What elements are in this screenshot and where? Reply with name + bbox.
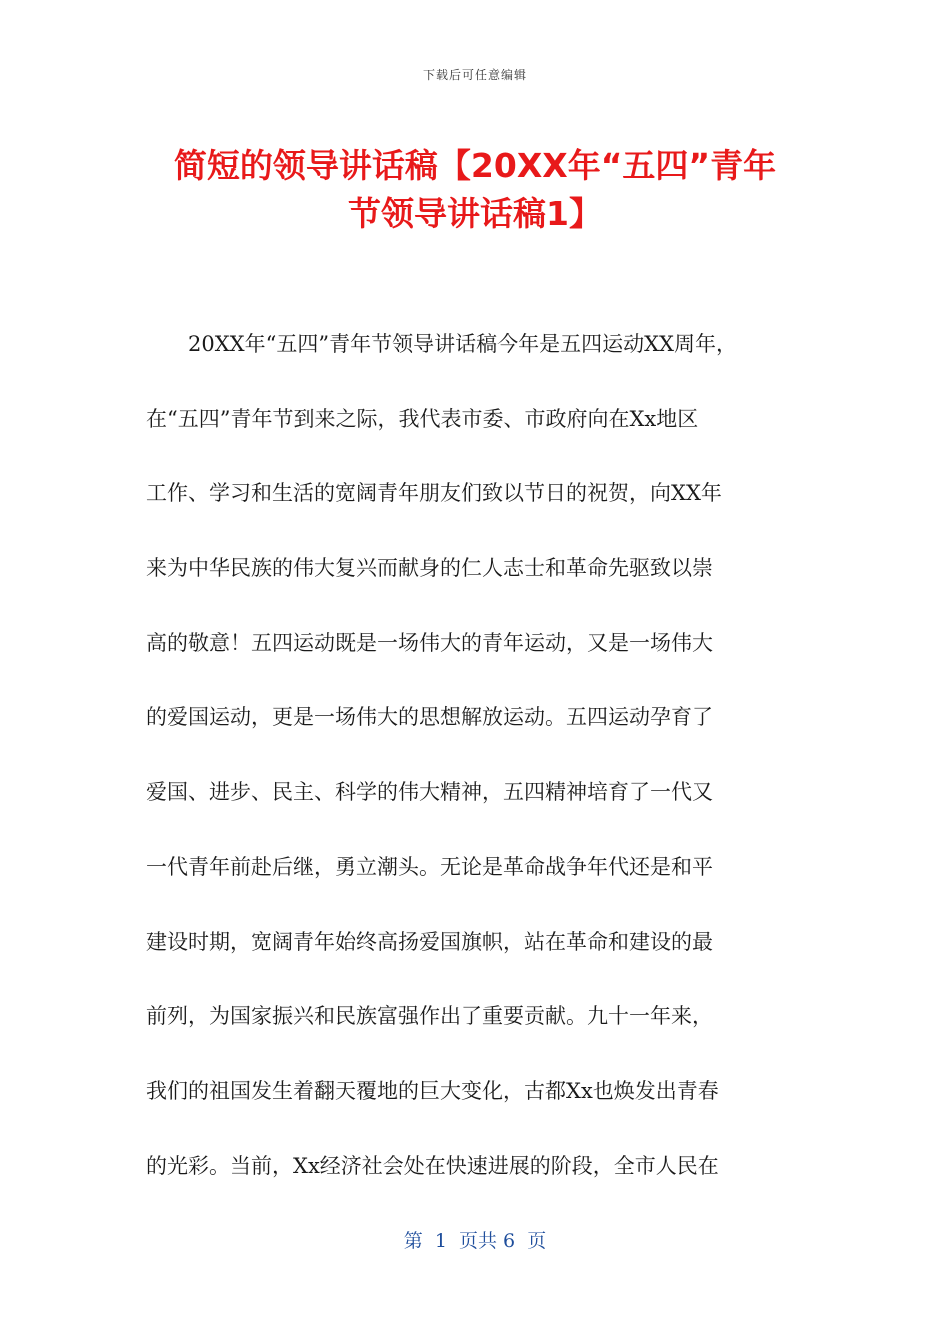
body-line: 的光彩。当前，Xx经济社会处在快速进展的阶段，全市人民在 <box>146 1153 719 1178</box>
title-line-1: 简短的领导讲话稿【20XX年“五四”青年 <box>173 146 777 185</box>
body-line: 的爱国运动，更是一场伟大的思想解放运动。五四运动孕育了 <box>146 705 713 730</box>
body-line: 20XX年“五四”青年节领导讲话稿今年是五四运动XX周年， <box>188 332 737 356</box>
page-number-footer: 第 1 页共 6 页 <box>403 1230 547 1252</box>
document-title <box>140 142 810 238</box>
header-note: 下载后可任意编辑 <box>422 68 527 82</box>
body-line: 前列，为国家振兴和民族富强作出了重要贡献。九十一年来， <box>146 1004 713 1029</box>
body-line: 建设时期，宽阔青年始终高扬爱国旗帜，站在革命和建设的最 <box>146 929 713 954</box>
title-line-2: 节领导讲话稿1】 <box>348 194 602 233</box>
body-line: 一代青年前赴后继，勇立潮头。无论是革命战争年代还是和平 <box>146 854 713 879</box>
body-paragraph <box>146 322 816 1218</box>
body-line: 在“五四”青年节到来之际，我代表市委、市政府向在Xx地区 <box>146 406 699 431</box>
body-line: 我们的祖国发生着翻天覆地的巨大变化，古都Xx也焕发出青春 <box>146 1078 719 1103</box>
body-line: 爱国、进步、民主、科学的伟大精神，五四精神培育了一代又 <box>146 780 713 805</box>
body-line: 来为中华民族的伟大复兴而献身的仁人志士和革命先驱致以崇 <box>146 556 713 581</box>
body-line: 工作、学习和生活的宽阔青年朋友们致以节日的祝贺，向XX年 <box>146 481 722 506</box>
body-line: 高的敬意！五四运动既是一场伟大的青年运动，又是一场伟大 <box>146 630 713 655</box>
